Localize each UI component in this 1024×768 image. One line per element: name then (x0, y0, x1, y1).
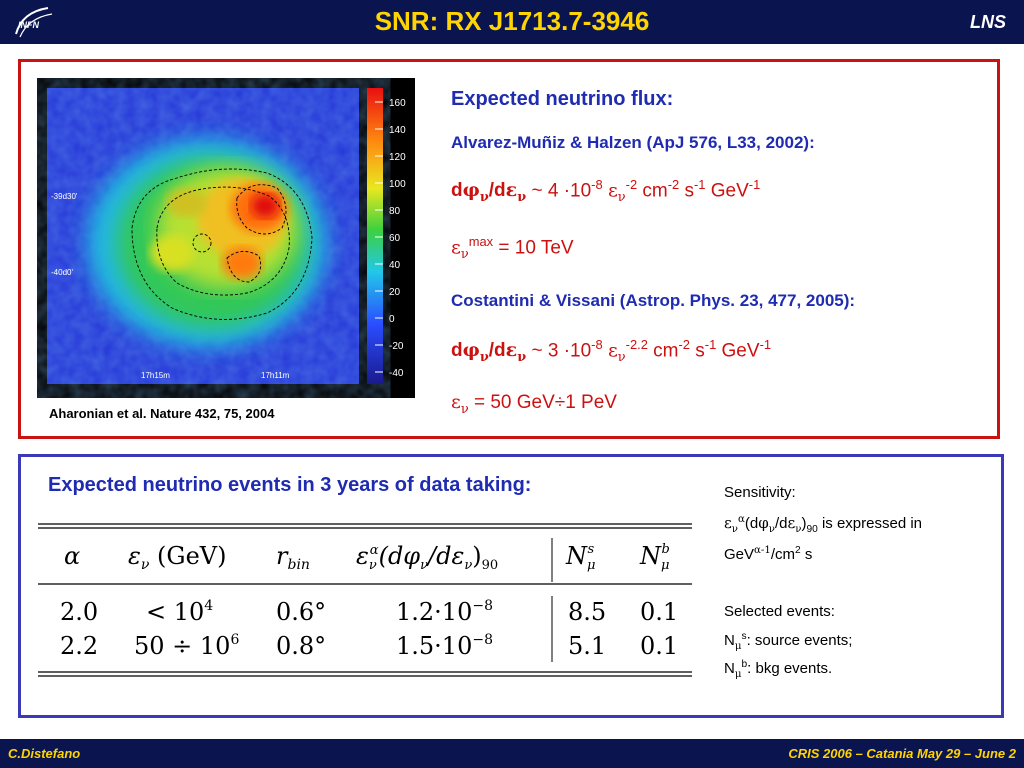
row2-ns: 5.1 (568, 632, 607, 660)
energy-max-formula: $\varepsilon_\nu^{max} = 10$ TeV (451, 234, 574, 263)
row2-sens: $1.5\cdot 10^{-8}$ (396, 632, 493, 660)
row1-ns: 8.5 (568, 598, 607, 626)
flux-heading: Expected neutrino flux: (451, 88, 674, 110)
flux-formula-1: $d\varphi_\nu/d\varepsilon_\nu$ ~ $4 \cdot 10^{-8}$ $\varepsilon_\nu^{-2}$ $cm^{-2}$ $s^{-1}$ GeV$^{-1}$ (451, 177, 761, 206)
colorbar-label: -20 (389, 341, 404, 352)
colorbar-label: 160 (389, 98, 406, 109)
row1-sens: $1.2\cdot 10^{-8}$ (396, 598, 493, 626)
col-sensitivity: $\varepsilon_\nu\alpha(d\varphi_\nu/d\varepsilon_\nu)_{90}$ (356, 542, 499, 573)
row2-energy: $50 \div 10^6$ (134, 632, 240, 660)
row1-rbin: 0.6° (276, 598, 327, 626)
colorbar-label: 80 (389, 206, 401, 217)
col-energy: $\varepsilon_\nu$ (GeV) (128, 542, 227, 573)
dec-label-1: -39d30' (51, 192, 78, 201)
row1-nb: 0.1 (640, 598, 679, 626)
sensitivity-label: Sensitivity: (724, 484, 796, 501)
reference-costantini: Costantini & Vissani (Astrop. Phys. 23, 477, 2005): (451, 291, 856, 310)
col-alpha: α (64, 542, 81, 570)
lns-label: LNS (970, 12, 1006, 32)
colorbar-label: 120 (389, 152, 406, 163)
ra-label-1: 17h15m (141, 371, 170, 380)
colorbar-label: -40 (389, 368, 404, 379)
row1-alpha: 2.0 (60, 598, 99, 626)
bkg-events-note: $N_\mu^b$: bkg events. (724, 659, 833, 680)
col-rbin: $r_{bin}$ (276, 542, 310, 573)
row2-nb: 0.1 (640, 632, 679, 660)
header-bar (0, 0, 1024, 44)
row2-rbin: 0.8° (276, 632, 327, 660)
colorbar-label: 20 (389, 287, 401, 298)
energy-range-formula: $\varepsilon_\nu = 50$ GeV÷1 PeV (451, 391, 617, 417)
reference-alvarez: Alvarez-Muñiz & Halzen (ApJ 576, L33, 2002): (451, 133, 815, 152)
sky-map-image (37, 78, 415, 398)
events-table (38, 520, 694, 680)
source-events-note: $N_\mu^s$: source events; (724, 631, 853, 652)
col-nb: $N_\mu b$ (640, 542, 670, 573)
logo-text: INFN (18, 20, 39, 30)
figure-caption: Aharonian et al. Nature 432, 75, 2004 (49, 406, 275, 421)
row2-alpha: 2.2 (60, 632, 99, 660)
row1-energy: < $10^4$ (146, 598, 214, 626)
sensitivity-unit: $GeV^{\alpha-1}/cm^2$ s (724, 545, 813, 563)
colorbar-label: 140 (389, 125, 406, 136)
col-ns: $N_\mu s$ (566, 542, 596, 573)
colorbar-label: 0 (389, 314, 395, 325)
slide-title: SNR: RX J1713.7-3946 (374, 6, 650, 36)
ra-label-2: 17h11m (261, 371, 290, 380)
footer-bar (0, 739, 1024, 768)
dec-label-2: -40d0' (51, 268, 73, 277)
colorbar-label: 60 (389, 233, 401, 244)
flux-formula-2: $d\varphi_\nu/d\varepsilon_\nu$ ~ $3 \cdot 10^{-8}$ $\varepsilon_\nu^{-2.2}$ $cm^{-2}$ $s^{-1}$ GeV$^{-1}$ (451, 337, 772, 366)
footer-conference: CRIS 2006 – Catania May 29 – June 2 (788, 746, 1016, 761)
events-heading: Expected neutrino events in 3 years of data taking: (48, 474, 532, 496)
colorbar-label: 100 (389, 179, 406, 190)
footer-author: C.Distefano (8, 746, 81, 761)
colorbar-label: 40 (389, 260, 401, 271)
selected-label: Selected events: (724, 603, 835, 620)
sensitivity-formula: $\varepsilon_\nu^\alpha(d\varphi_\nu/d\varepsilon_\nu)_{90}$ is expressed in (724, 514, 923, 535)
